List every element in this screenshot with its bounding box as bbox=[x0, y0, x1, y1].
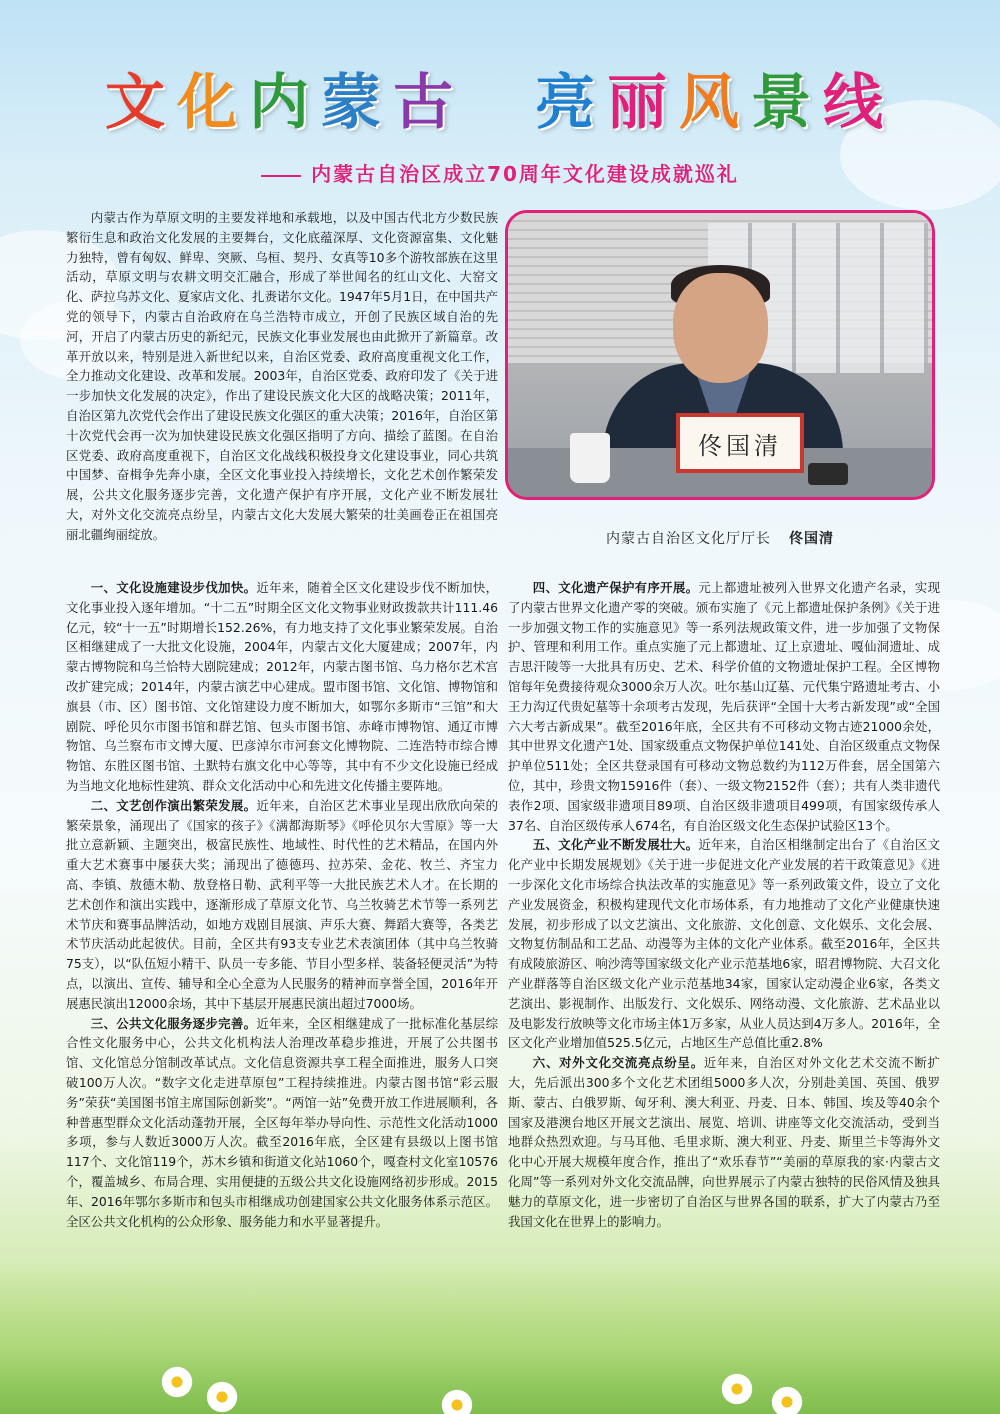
title-char: 亮 bbox=[535, 68, 607, 138]
title-char: 蒙 bbox=[321, 68, 393, 138]
section-heading: 二、文艺创作演出繁荣发展。 bbox=[90, 797, 257, 813]
section-heading: 六、对外文化交流亮点纷呈。 bbox=[532, 1055, 704, 1071]
intro-paragraph: 内蒙古作为草原文明的主要发祥地和承载地，以及中国古代北方少数民族繁衍生息和政治文化发展的主要舞台，文化底蕴深厚、文化资源富集、文化魅力独特，曾有匈奴、鲜卑、突厥、乌桓、契丹、女真等10多个游牧部族在这里活动，草原文明与农耕文明交汇融合，形成了举世闻名的红山文化、大窑文化、萨拉乌苏文化、夏家店文化、扎赉诺尔文化。1947年5月1日，在中国共产党的领导下，内蒙古自治政府在乌兰浩特市成立，开创了民族区域自治的先河，开启了内蒙古历史的新纪元，民族文化事业发展也由此掀开了新篇章。改革开放以来，特别是进入新世纪以来，自治区党委、政府高度重视文化工作，全力推动文化建设、改革和发展。2003年，自治区党委、政府印发了《关于进一步加快文化发展的决定》，作出了建设民族文化大区的战略决策；2011年，自治区第九次党代会作出了建设民族文化强区的重大决策；2016年，自治区第十次党代会再一次为加快建设民族文化强区指明了方向、描绘了蓝图。在自治区党委、政府高度重视下，自治区文化战线积极投身文化建设事业，同心共筑中国梦、奋楫争先奔小康，全区文化事业投入持续增长，文化艺术创作繁荣发展，公共文化服务逐步完善，文化遗产保护有序开展，文化产业不断发展壮大，对外文化交流亮点纷呈，内蒙古文化大发展大繁荣的壮美画卷正在祖国亮丽北疆绚丽绽放。 bbox=[66, 210, 498, 542]
daisy-flower bbox=[770, 1385, 804, 1414]
section-heading: 一、文化设施建设步伐加快。 bbox=[90, 580, 257, 595]
background-grass bbox=[0, 1264, 1000, 1414]
subtitle-dash bbox=[261, 175, 301, 177]
section-heading: 三、公共文化服务逐步完善。 bbox=[90, 1015, 257, 1031]
daisy-flower bbox=[440, 1388, 474, 1414]
title-char: 线 bbox=[823, 68, 895, 138]
section-paragraph bbox=[66, 796, 498, 1014]
caption-role: 内蒙古自治区文化厅厅长 bbox=[606, 531, 771, 547]
section-body: 近年来，随着全区文化建设步伐不断加快，文化事业投入逐年增加。“十二五”时期全区文化文物事业财政拨款共计111.46亿元，较“十一五”时期增长152.26%，有力地支持了文化事业繁荣发展。自治区相继建成了一大批文化设施，2004年，内蒙古文化大厦建成；2007年，内蒙古博物院和乌兰恰特大剧院建成；2012年，内蒙古图书馆、乌力格尔艺术宫改扩建完成；2014年，内蒙古演艺中心建成。盟市图书馆、文化馆、博物馆和旗县（市、区）图书馆、文化馆建设力度不断加大，如鄂尔多斯市“三馆”和大剧院、呼伦贝尔市图书馆和群艺馆、包头市图书馆、赤峰市博物馆、通辽市博物馆、乌兰察布市文博大厦、巴彦淖尔市河套文化博物院、二连浩特市综合博物馆、东胜区图书馆、土默特右旗文化中心等等，其中有不少文化设施已经成为当地文化地标性建筑、群众文化活动中心和先进文化传播主要阵地。 bbox=[66, 580, 499, 793]
section-paragraph bbox=[508, 835, 940, 1053]
section-body: 近年来，全区相继建成了一批标准化基层综合性文化服务中心，公共文化机构法人治理改革稳步推进，开展了公共图书馆、文化馆总分馆制改革试点。文化信息资源共享工程全面推进，服务人口突破100万人次。“数字文化走进草原包”工程持续推进。内蒙古图书馆“彩云服务”荣获“美国图书馆主席国际创新奖”。“两馆一站”免费开放工作进展顺利，各种普惠型群众文化活动蓬勃开展，全区每年举办导向性、示范性文化活动1000多项，参与人数近3000万人次。截至2016年底，全区建有县级以上图书馆117个、文化馆119个，苏木乡镇和街道文化站1060个，嘎查村文化室10576个，覆盖城乡、布局合理、实用便捷的五级公共文化设施网络初步形成。2015年、2016年鄂尔多斯市和包头市相继成功创建国家公共文化服务体系示范区。全区公共文化机构的公众形象、服务能力和水平显著提升。 bbox=[66, 1015, 499, 1229]
daisy-flower bbox=[205, 1380, 239, 1414]
subtitle-text: 内蒙古自治区成立70周年文化建设成就巡礼 bbox=[311, 162, 739, 186]
daisy-flower bbox=[720, 1372, 754, 1406]
right-column bbox=[508, 578, 940, 1231]
section-paragraph bbox=[508, 1053, 940, 1231]
portrait-photo bbox=[505, 210, 935, 500]
section-paragraph bbox=[66, 1014, 498, 1232]
section-body: 近年来，自治区艺术事业呈现出欣欣向荣的繁荣景象，涌现出了《国家的孩子》《满都海斯琴》《呼伦贝尔大雪原》等一大批立意新颖、主题突出，极富民族性、地域性、时代性的艺术精品，在国内外重大艺术赛事中屡获大奖；涌现出了德德玛、拉苏荣、金花、牧兰、齐宝力高、李镇、敖德木勒、敖登格日勒、武利平等一大批民族艺术人才。在长期的艺术创作和演出实践中，逐渐形成了草原文化节、乌兰牧骑艺术节等一系列艺术节庆和赛事品牌活动，如地方戏剧目展演、声乐大赛、舞蹈大赛等，各类艺术节庆活动此起彼伏。目前，全区共有93支专业艺术表演团体（其中乌兰牧骑75支），以“队伍短小精干、队员一专多能、节目小型多样、装备轻便灵活”为特点，以演出、宣传、辅导和全心全意为人民服务的精神而享誉全国，2016年开展惠民演出12000余场，其中下基层开展惠民演出超过7000场。 bbox=[66, 797, 499, 1011]
section-paragraph bbox=[66, 578, 498, 796]
page-subtitle bbox=[0, 158, 1000, 187]
section-body: 近年来，自治区对外文化艺术交流不断扩大，先后派出300多个文化艺术团组5000多人次，分别赴美国、英国、俄罗斯、蒙古、白俄罗斯、匈牙利、澳大利亚、丹麦、日本、韩国、埃及等40余个国家及港澳台地区开展文艺演出、展览、培训、讲座等文化交流活动，受到当地群众热烈欢迎。与马耳他、毛里求斯、澳大利亚、丹麦、斯里兰卡等海外文化中心开展大规模年度合作，推出了“欢乐春节”“美丽的草原我的家·内蒙古文化周”等一系列对外文化交流品牌，向世界展示了内蒙古独特的民俗风情及独具魅力的草原文化，进一步密切了自治区与世界各国的联系，扩大了内蒙古乃至我国文化在世界上的影响力。 bbox=[508, 1055, 941, 1229]
title-char: 丽 bbox=[607, 68, 679, 138]
section-heading: 四、文化遗产保护有序开展。 bbox=[532, 580, 699, 595]
title-char: 文 bbox=[105, 68, 177, 138]
section-heading: 五、文化产业不断发展壮大。 bbox=[532, 837, 699, 853]
title-char: 景 bbox=[751, 68, 823, 138]
title-char: 风 bbox=[679, 68, 751, 138]
section-body: 元上都遗址被列入世界文化遗产名录，实现了内蒙古世界文化遗产零的突破。颁布实施了《元上都遗址保护条例》《关于进一步加强文物工作的实施意见》等一系列法规政策文件，进一步加强了文物保护、管理和利用工作。重点实施了元上都遗址、辽上京遗址、嘎仙洞遗址、成吉思汗陵等一大批具有历史、艺术、科学价值的文物遗址保护工程。全区博物馆每年免费接待观众3000余万人次。吐尔基山辽墓、元代集宁路遗址考古、小王力沟辽代贵妃墓等十余项考古发现，先后获评“全国十大考古新发现”或“全国六大考古新成果”。截至2016年底，全区共有不可移动文物古迹21000余处，其中世界文化遗产1处、国家级重点文物保护单位141处、自治区级重点文物保护单位511处；全区共登录国有可移动文物总数约为112万件套，居全国第六位，其中，珍贵文物15916件（套）、一级文物2152件（套）；共有人类非遗代表作2项、国家级非遗项目89项、自治区级非遗项目499项，有国家级传承人37名、自治区级传承人674名，有自治区级文化生态保护试验区13个。 bbox=[508, 580, 941, 833]
title-char: 内 bbox=[249, 68, 321, 138]
caption-name: 佟国清 bbox=[789, 531, 834, 547]
section-paragraph bbox=[508, 578, 940, 835]
photo-caption bbox=[505, 528, 935, 548]
section-body: 近年来，自治区相继制定出台了《自治区文化产业中长期发展规划》《关于进一步促进文化产业发展的若干政策意见》《进一步深化文化市场综合执法改革的实施意见》等一系列政策文件，设立了文化产业发展资金，积极构建现代文化市场体系，有力地推动了文化产业健康快速发展，初步形成了以文艺演出、文化旅游、文化创意、文化娱乐、文化会展、文物复仿制品和工艺品、动漫等为主体的文化产业体系。截至2016年，全区共有成陵旅游区、响沙湾等国家级文化产业示范基地6家，昭君博物院、大召文化产业群落等自治区级文化产业示范基地34家，国家认定动漫企业6家，各类文艺演出、影视制作、出版发行、文化娱乐、网络动漫、文化旅游、艺术品业以及电影发行放映等文化市场主体1万多家，从业人员达到4万多人。2016年，全区文化产业增加值525.5亿元，占地区生产总值比重2.8% bbox=[508, 837, 941, 1051]
daisy-flower bbox=[160, 1365, 194, 1399]
left-column bbox=[66, 578, 498, 1231]
page-title bbox=[0, 68, 1000, 138]
nameplate: 佟国清 bbox=[676, 413, 804, 473]
title-char: 化 bbox=[177, 68, 249, 138]
title-char: 古 bbox=[393, 68, 465, 138]
